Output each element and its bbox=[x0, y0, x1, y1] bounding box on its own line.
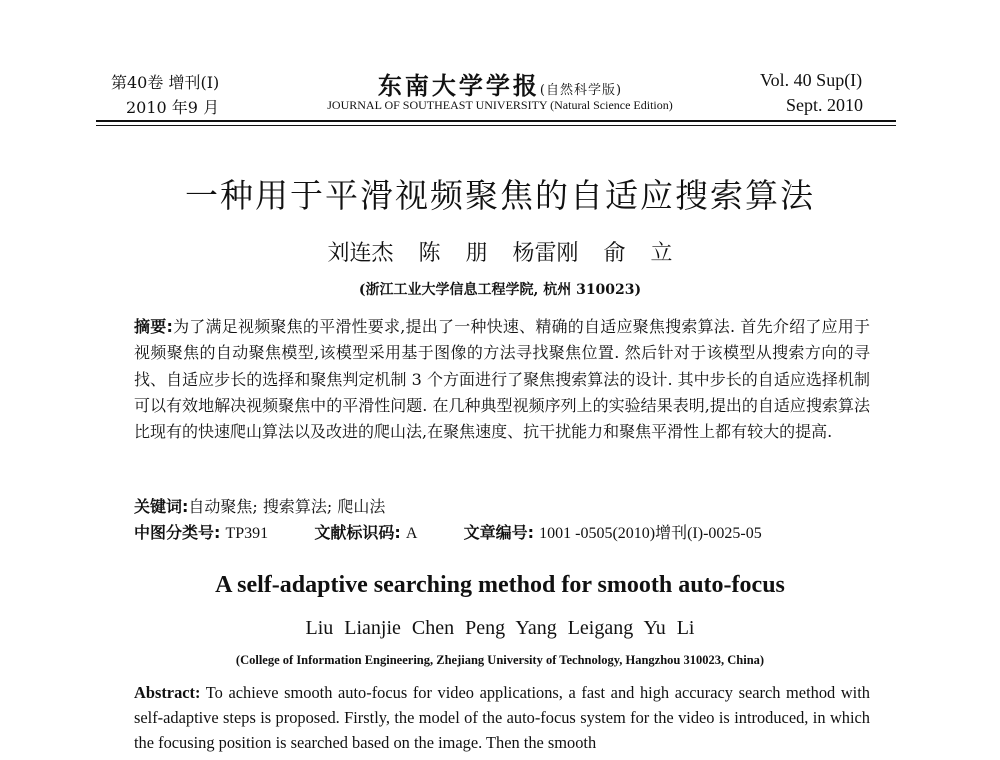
header-date-en: Sept. 2010 bbox=[786, 95, 864, 115]
header-vol-sup: Vol. 40 Sup(I) bbox=[760, 70, 863, 90]
journal-edition-cn: (自然科学版) bbox=[539, 83, 623, 98]
journal-title-en: JOURNAL OF SOUTHEAST UNIVERSITY (Natural Science Edition) bbox=[327, 98, 673, 112]
clc-value: TP391 bbox=[225, 525, 269, 542]
header-volume-issue: 第40卷 增刊(I) bbox=[111, 73, 220, 92]
affiliation-en: (College of Information Engineering, Zhejiang University of Technology, Hangzhou 310023, China) bbox=[235, 653, 765, 667]
keywords-label-cn: 关键词: bbox=[134, 497, 189, 516]
abstract-en bbox=[134, 680, 870, 755]
clc-label: 中图分类号: bbox=[134, 523, 221, 542]
authors-en: Liu Lianjie Chen Peng Yang Leigang Yu Li bbox=[305, 617, 695, 639]
abstract-text-en: To achieve smooth auto-focus for video applications, a fast and high accuracy search method with self-adaptive steps is proposed. Firstly, the model of the auto-focus system for the video is introduced, in which the focusing position is searched based on the image. Then the smooth bbox=[134, 683, 870, 752]
abstract-text-cn: 为了满足视频聚焦的平滑性要求,提出了一种快速、精确的自适应聚焦搜索算法. 首先介绍了应用于视频聚焦的自动聚焦模型,该模型采用基于图像的方法寻找聚焦位置. 然后针对于该模型从搜索方向的寻找、自适应步长的选择和聚焦判定机制 3 个方面进行了聚焦搜索算法的设计. 其中步长的自适应选择机制可以有效地解决视频聚焦中的平滑性问题. 在几种典型视频序列上的实验结果表明,提出的自适应搜索算法比现有的快速爬山算法以及改进的爬山法,在聚焦速度、抗干扰能力和聚焦平滑性上都有较大的提高. bbox=[134, 317, 870, 442]
authors-cn: 刘连杰 陈 朋 杨雷刚 俞 立 bbox=[327, 241, 673, 266]
paper-title-en: A self-adaptive searching method for smooth auto-focus bbox=[215, 572, 785, 598]
header-rule-bottom bbox=[96, 125, 896, 126]
doc-code-value: A bbox=[405, 525, 418, 542]
header-date-cn: 2010 年9 月 bbox=[126, 98, 220, 117]
paper-title-cn: 一种用于平滑视频聚焦的自适应搜索算法 bbox=[185, 176, 815, 215]
classification-line bbox=[134, 520, 762, 543]
article-no-label: 文章编号: bbox=[463, 523, 535, 542]
keywords-line-cn bbox=[134, 494, 385, 517]
abstract-label-en: Abstract: bbox=[134, 683, 201, 702]
keywords-cn: 自动聚焦; 搜索算法; 爬山法 bbox=[188, 497, 386, 516]
journal-title-cn: 东南大学学报 bbox=[377, 71, 540, 100]
doc-code-label: 文献标识码: bbox=[314, 523, 401, 542]
affiliation-cn: (浙江工业大学信息工程学院, 杭州 310023) bbox=[358, 282, 642, 298]
article-no-value: 1001 -0505(2010)增刊(I)-0025-05 bbox=[539, 525, 762, 542]
abstract-label-cn: 摘要: bbox=[134, 317, 173, 336]
header-rule-top bbox=[96, 120, 896, 122]
abstract-cn bbox=[134, 314, 870, 445]
